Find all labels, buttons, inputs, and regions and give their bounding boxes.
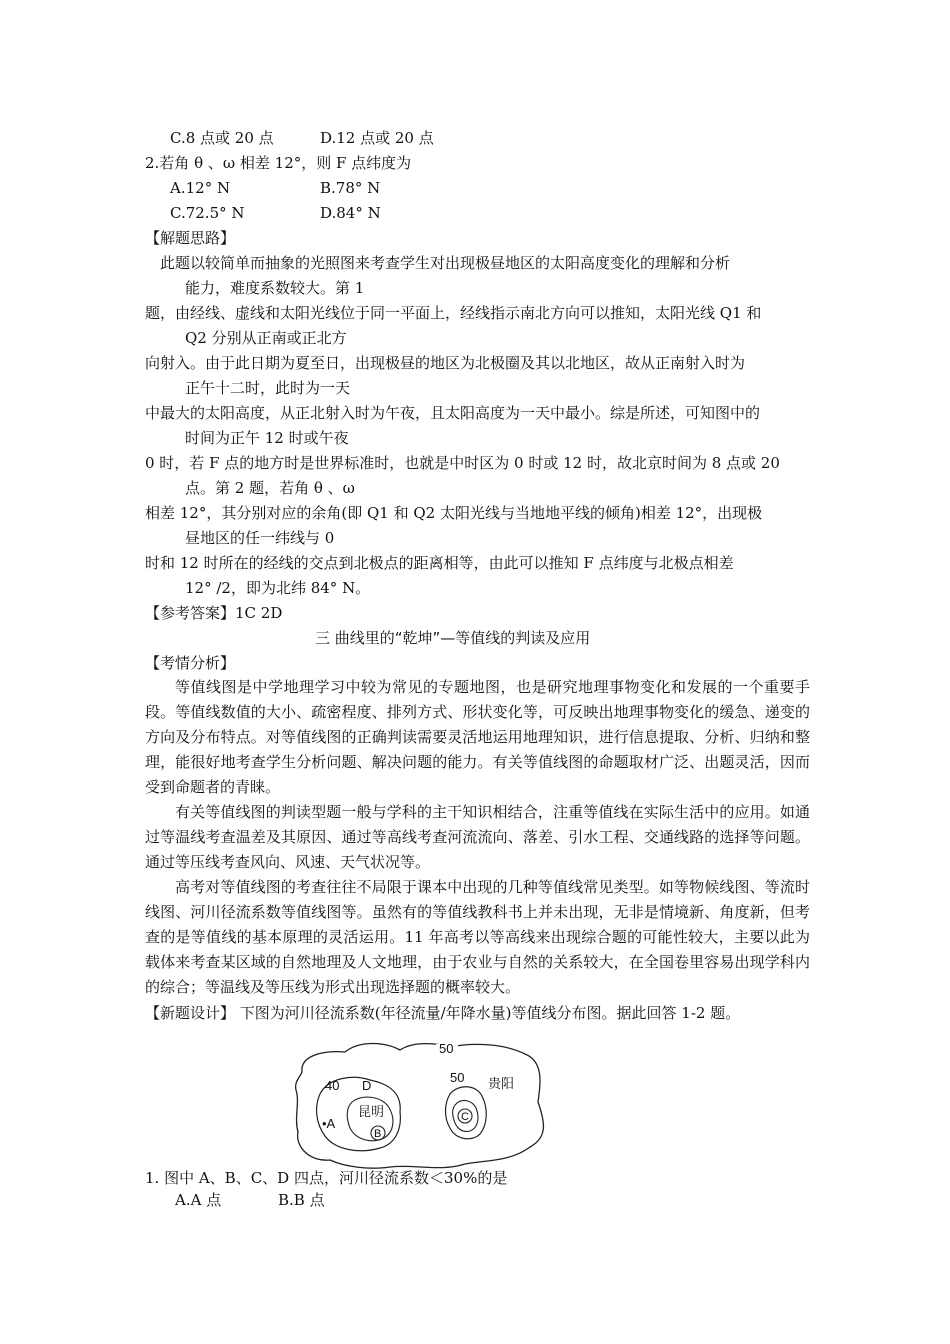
solution-line: 相差 12°，其分别对应的余角(即 Q1 和 Q2 太阳光线与当地地平线的倾角)相差 12°，出现极 [145,504,763,522]
label-50-right: 50 [450,1070,465,1085]
label-kunming: 昆明 [358,1105,385,1120]
answer-line: 【参考答案】1C 2D [145,604,283,622]
new-q1-stem: 1. 图中 A、B、C、D 四点，河川径流系数＜30%的是 [145,1169,508,1187]
solution-line: 正午十二时，此时为一天 [185,379,351,397]
label-50-top: 50 [439,1041,454,1056]
q1-option-c: C.8 点或 20 点 [170,129,274,147]
analysis-heading: 【考情分析】 [145,654,236,672]
q2-option-a: A.12° N [170,179,231,197]
q2-option-d: D.84° N [320,204,381,222]
solution-line: 昼地区的任一纬线与 0 [185,529,335,547]
new-q1-option-a: A.A 点 [175,1191,222,1209]
solution-line: 时和 12 时所在的经线的交点到北极点的距离相等，由此可以推知 F 点纬度与北极点相差 [145,554,734,572]
analysis-paragraph: 等值线图是中学地理学习中较为常见的专题地图，也是研究地理事物变化和发展的一个重要手段。等值线数值的大小、疏密程度、排列方式、形状变化等，可反映出地理事物变化的缓急、递变的方向及分布特点。对等值线图的正确判读需要灵活地运用地理知识，进行信息提取、分析、归纳和整理，能很好地考查学生分析问题、解决问题的能力。有关等值线图的命题取材广泛、出题灵活，因而受到命题者的青睐。 [145,678,810,796]
solution-line: 向射入。由于此日期为夏至日，出现极昼的地区为北极圈及其以北地区，故从正南射入时为 [145,354,746,372]
solution-line: 中最大的太阳高度，从正北射入时为午夜，且太阳高度为一天中最小。综是所述，可知图中的 [145,404,761,422]
label-c: C [461,1111,469,1123]
solution-line: 此题以较简单而抽象的光照图来考查学生对出现极昼地区的太阳高度变化的理解和分析 [160,254,731,272]
q2-stem: 2.若角 θ 、ω 相差 12°，则 F 点纬度为 [145,154,412,172]
q2-option-b: B.78° N [320,179,381,197]
q2-option-c: C.72.5° N [170,204,245,222]
q1-option-d: D.12 点或 20 点 [320,129,434,147]
section-title: 三 曲线里的“乾坤”—等值线的判读及应用 [315,629,591,647]
solution-line: 题，由经线、虚线和太阳光线位于同一平面上，经线指示南北方向可以推知，太阳光线 Q1 和 [145,304,762,322]
new-design-intro: 【新题设计】 下图为河川径流系数(年径流量/年降水量)等值线分布图。据此回答 1-2 题。 [145,1004,741,1022]
label-guiyang: 贵阳 [488,1077,515,1092]
label-40: 40 [325,1078,340,1093]
analysis-paragraph: 高考对等值线图的考查往往不局限于课本中出现的几种等值线常见类型。如等物候线图、等流时线图、河川径流系数等值线图等。虽然有的等值线教科书上并未出现，无非是情境新、角度新，但考查的是等值线的基本原理的灵活运用。11 年高考以等高线来出现综合题的可能性较大，主要以此为载体来考查某区域的自然地理及人文地理，由于农业与自然的关系较大，在全国卷里容易出现学科内的综合；等温线及等压线为形式出现选择题的概率较大。 [145,878,810,996]
solution-line: Q2 分别从正南或正北方 [185,329,347,347]
solution-heading: 【解题思路】 [145,229,236,247]
solution-line: 12° /2，即为北纬 84° N。 [185,579,371,597]
analysis-paragraph: 有关等值线图的判读型题一般与学科的主干知识相结合，注重等值线在实际生活中的应用。如通过等温线考查温差及其原因、通过等高线考查河流流向、落差、引水工程、交通线路的选择等问题。通过等压线考查风向、风速、天气状况等。 [145,803,810,871]
solution-line: 时间为正午 12 时或午夜 [185,429,349,447]
label-d: D [362,1078,372,1093]
runoff-coefficient-map [290,1032,552,1172]
label-b: B [374,1128,382,1140]
solution-line: 能力，难度系数较大。第 1 [185,279,365,297]
solution-line: 点。第 2 题，若角 θ 、ω [185,479,355,497]
contour-50-outer [296,1044,544,1169]
solution-line: 0 时，若 F 点的地方时是世界标准时，也就是中时区为 0 时或 12 时，故北京时间为 8 点或 20 [145,454,780,472]
label-a: •A [322,1116,336,1131]
new-q1-option-b: B.B 点 [278,1191,325,1209]
